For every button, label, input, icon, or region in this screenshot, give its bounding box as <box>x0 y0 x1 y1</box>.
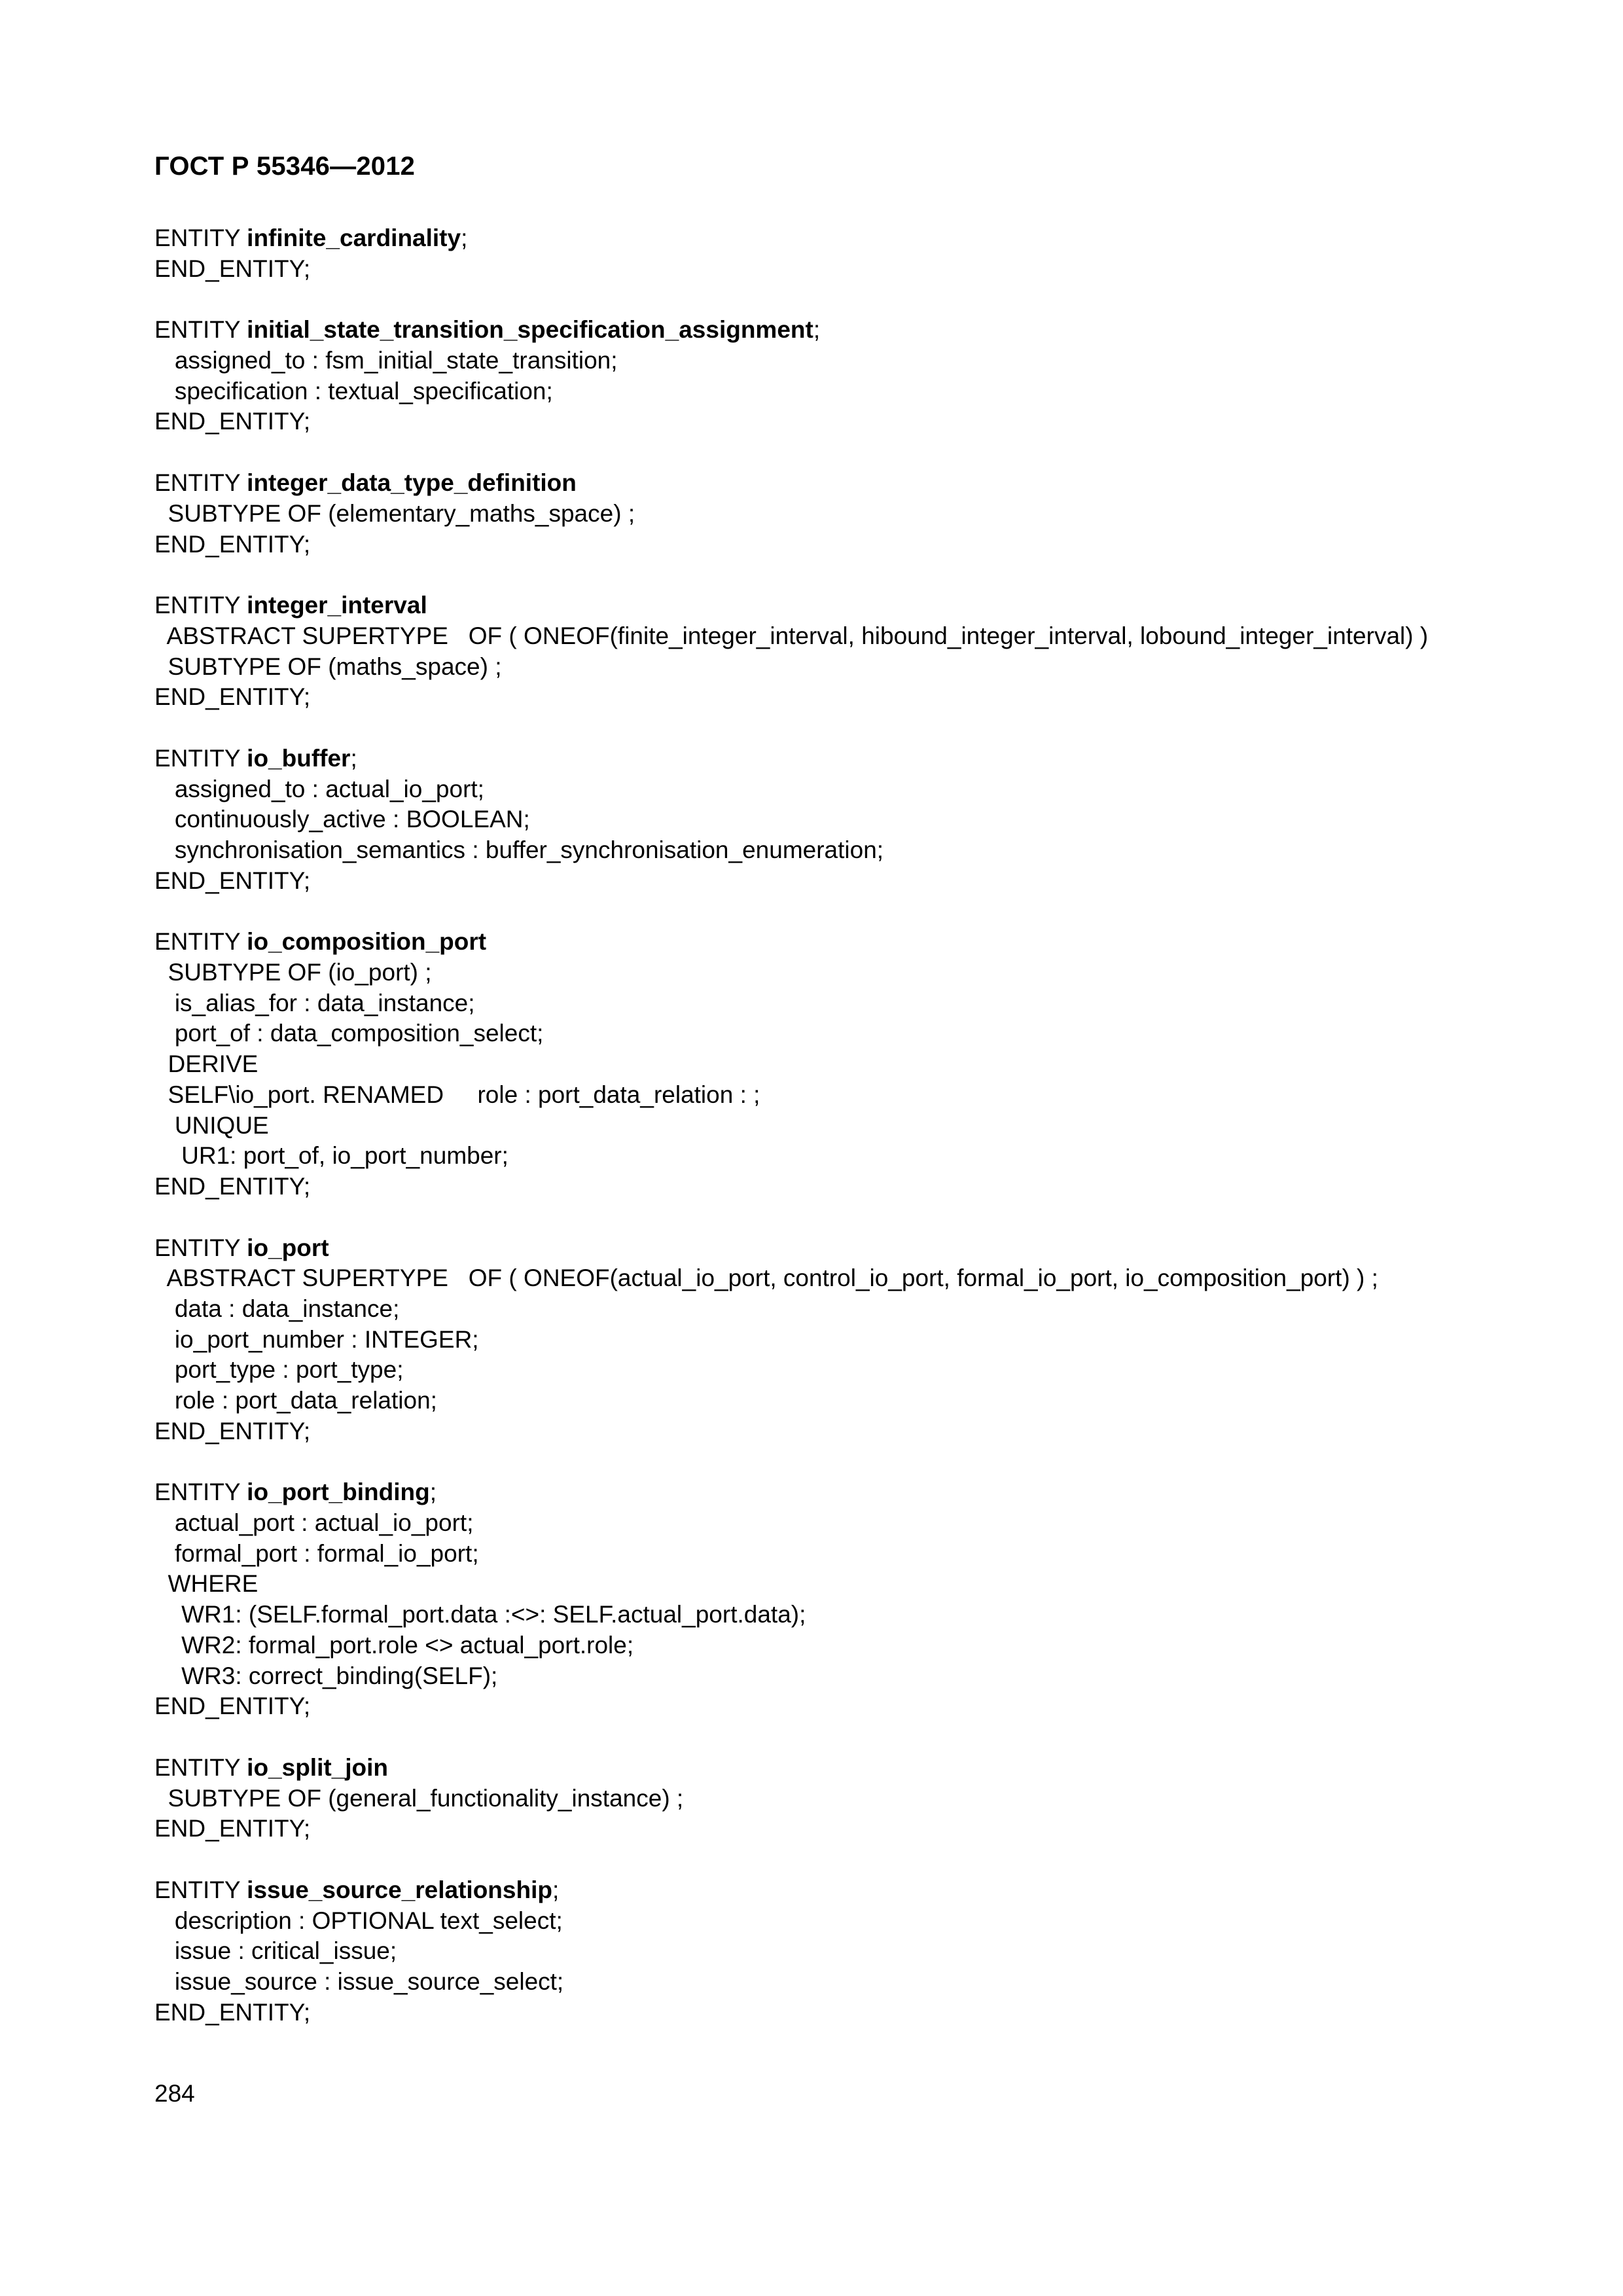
entity-declaration <box>154 1753 1529 1784</box>
entity-name: integer_interval <box>247 592 427 619</box>
entity-end: END_ENTITY; <box>154 408 311 435</box>
entity-keyword: ENTITY <box>154 224 247 251</box>
entity-suffix: ; <box>552 1876 560 1903</box>
entity-end: END_ENTITY; <box>154 1693 311 1720</box>
entity-name: io_port_binding <box>247 1479 430 1506</box>
entity-keyword: ENTITY <box>154 469 247 497</box>
entity-body-line: ABSTRACT SUPERTYPE OF ( ONEOF(actual_io_port, control_io_port, formal_io_port, io_composition_port) ) ; <box>154 1265 1378 1292</box>
entity-end: END_ENTITY; <box>154 255 311 282</box>
entity-suffix: ; <box>350 744 357 772</box>
entity-block <box>154 315 1529 437</box>
entity-body-line: WR2: formal_port.role <> actual_port.role; <box>154 1631 634 1659</box>
entity-block <box>154 1233 1529 1447</box>
entity-body-line: WHERE <box>154 1570 259 1598</box>
entity-body-line: ABSTRACT SUPERTYPE OF ( ONEOF(finite_integer_interval, hibound_integer_interval, lobound_integer_interval) ) <box>154 622 1429 649</box>
entity-body-line: io_port_number : INTEGER; <box>154 1325 479 1353</box>
entity-name: issue_source_relationship <box>247 1876 552 1903</box>
entity-body-line: SUBTYPE OF (elementary_maths_space) ; <box>154 499 635 527</box>
entity-keyword: ENTITY <box>154 592 247 619</box>
entity-body-line: formal_port : formal_io_port; <box>154 1539 479 1567</box>
entity-block <box>154 1753 1529 1844</box>
entity-keyword: ENTITY <box>154 1479 247 1506</box>
entity-declaration <box>154 1875 1529 1906</box>
entity-suffix: ; <box>429 1479 437 1506</box>
entity-name: infinite_cardinality <box>247 224 461 251</box>
entity-body-line: role : port_data_relation; <box>154 1387 437 1414</box>
entity-body-line: synchronisation_semantics : buffer_synchronisation_enumeration; <box>154 836 884 863</box>
entity-body-line: specification : textual_specification; <box>154 377 553 404</box>
entity-block <box>154 223 1529 284</box>
entity-declaration <box>154 927 1529 958</box>
entity-body-line: UR1: port_of, io_port_number; <box>154 1142 508 1170</box>
entity-body-line: is_alias_for : data_instance; <box>154 989 475 1016</box>
entity-keyword: ENTITY <box>154 1234 247 1261</box>
entity-end: END_ENTITY; <box>154 867 311 894</box>
entity-body-line: data : data_instance; <box>154 1295 400 1322</box>
entity-name: initial_state_transition_specification_assignment <box>247 316 813 344</box>
entity-block <box>154 1875 1529 2028</box>
entity-declaration <box>154 468 1529 499</box>
entity-body-line: SUBTYPE OF (general_functionality_instance) ; <box>154 1784 684 1812</box>
entity-body-line: assigned_to : actual_io_port; <box>154 775 484 802</box>
entity-keyword: ENTITY <box>154 316 247 344</box>
entity-body-line: issue : critical_issue; <box>154 1937 397 1965</box>
entity-block <box>154 927 1529 1202</box>
entity-suffix: ; <box>813 316 821 344</box>
entity-body-line: port_of : data_composition_select; <box>154 1020 544 1047</box>
entity-end: END_ENTITY; <box>154 1998 311 2026</box>
entity-end: END_ENTITY; <box>154 1815 311 1842</box>
entity-body-line: SUBTYPE OF (io_port) ; <box>154 959 432 986</box>
entity-block <box>154 468 1529 560</box>
entity-body-line: WR1: (SELF.formal_port.data :<>: SELF.actual_port.data); <box>154 1601 806 1628</box>
entity-name: io_buffer <box>247 744 351 772</box>
entity-name: io_composition_port <box>247 928 487 956</box>
entity-block <box>154 744 1529 896</box>
entity-body-line: DERIVE <box>154 1050 259 1078</box>
entity-keyword: ENTITY <box>154 1753 247 1781</box>
entity-keyword: ENTITY <box>154 744 247 772</box>
entity-keyword: ENTITY <box>154 1876 247 1903</box>
entity-keyword: ENTITY <box>154 928 247 956</box>
entity-declaration <box>154 1477 1529 1508</box>
page-number: 284 <box>154 2080 195 2107</box>
entity-body-line: continuously_active : BOOLEAN; <box>154 806 530 833</box>
entity-end: END_ENTITY; <box>154 1172 311 1200</box>
entity-body-line: description : OPTIONAL text_select; <box>154 1907 563 1934</box>
entity-body-line: assigned_to : fsm_initial_state_transition; <box>154 347 618 374</box>
entity-block <box>154 1477 1529 1722</box>
entity-end: END_ENTITY; <box>154 530 311 558</box>
document-header: ГОСТ Р 55346—2012 <box>154 152 416 181</box>
entity-end: END_ENTITY; <box>154 1417 311 1444</box>
entity-list <box>154 223 1529 2058</box>
entity-body-line: actual_port : actual_io_port; <box>154 1509 474 1537</box>
entity-name: io_split_join <box>247 1753 389 1781</box>
entity-suffix: ; <box>461 224 468 251</box>
entity-declaration <box>154 315 1529 346</box>
entity-name: io_port <box>247 1234 329 1261</box>
entity-declaration <box>154 744 1529 774</box>
entity-body-line: SUBTYPE OF (maths_space) ; <box>154 653 502 680</box>
entity-declaration <box>154 590 1529 621</box>
entity-name: integer_data_type_definition <box>247 469 577 497</box>
entity-body-line: port_type : port_type; <box>154 1356 404 1384</box>
entity-end: END_ENTITY; <box>154 683 311 711</box>
entity-body-line: issue_source : issue_source_select; <box>154 1968 564 1995</box>
entity-declaration <box>154 223 1529 254</box>
entity-block <box>154 590 1529 713</box>
entity-body-line: UNIQUE <box>154 1111 269 1139</box>
entity-body-line: SELF\io_port. RENAMED role : port_data_relation : ; <box>154 1081 760 1108</box>
entity-body-line: WR3: correct_binding(SELF); <box>154 1662 498 1689</box>
entity-declaration <box>154 1233 1529 1264</box>
